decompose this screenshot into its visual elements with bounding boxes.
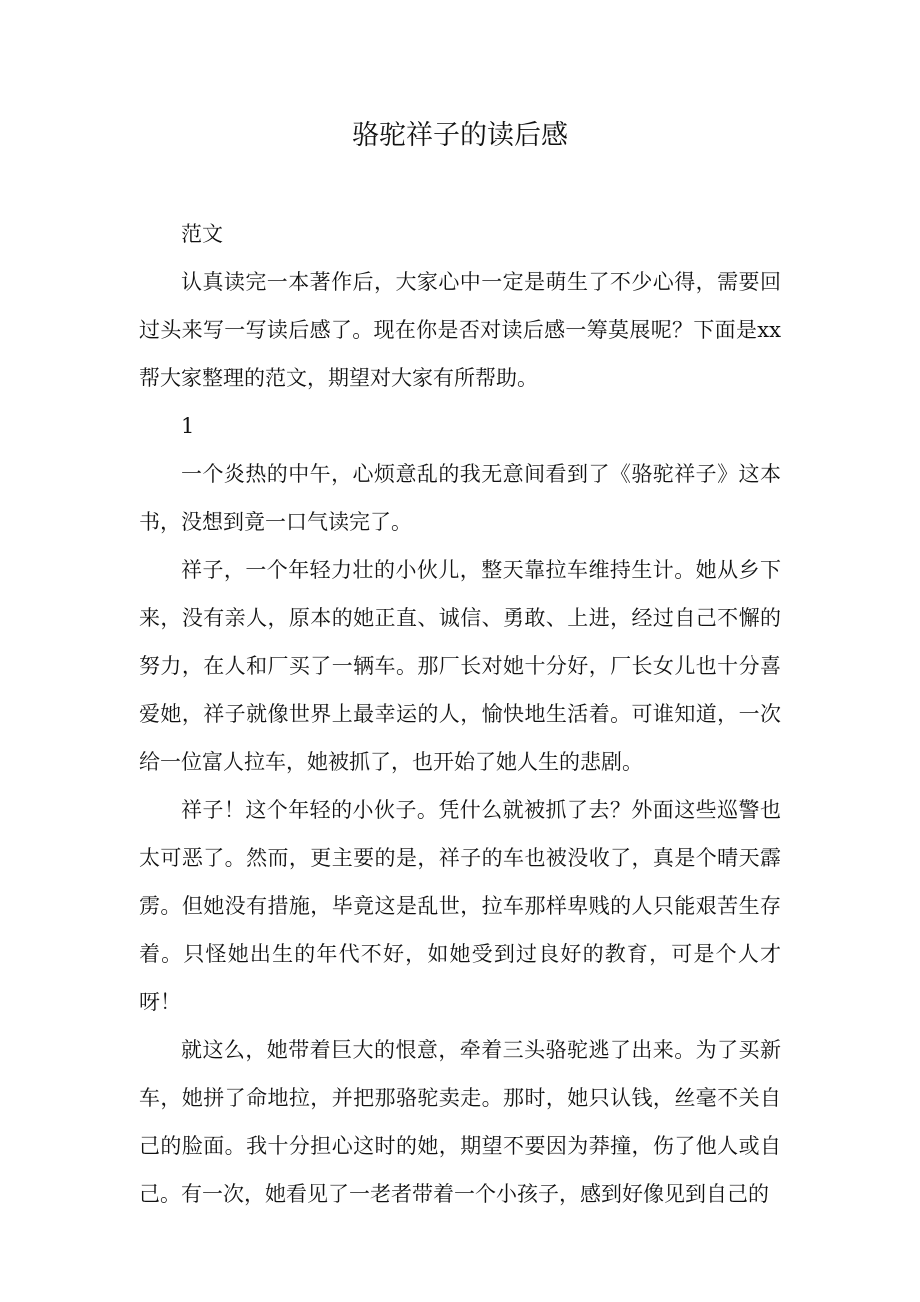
paragraph-label: 范文 (181, 222, 223, 246)
paragraph-number: 1 (181, 414, 195, 438)
document-body (139, 210, 781, 1218)
paragraph-intro: 认真读完一本著作后，大家心中一定是萌生了不少心得，需要回过头来写一写读后感了。现在你是否对读后感一筹莫展呢？下面是xx帮大家整理的范文，期望对大家有所帮助。 (139, 270, 781, 390)
paragraph: 一个炎热的中午，心烦意乱的我无意间看到了《骆驼祥子》这本书，没想到竟一口气读完了。 (139, 462, 781, 534)
paragraph: 就这么，她带着巨大的恨意，牵着三头骆驼逃了出来。为了买新车，她拼了命地拉，并把那骆驼卖走。那时，她只认钱，丝毫不关自己的脸面。我十分担心这时的她，期望不要因为莽撞，伤了他人或自己。有一次，她看见了一老者带着一个小孩子，感到好像见到自己的 (139, 1038, 781, 1206)
paragraph: 祥子！这个年轻的小伙子。凭什么就被抓了去？外面这些巡警也太可恶了。然而，更主要的是，祥子的车也被没收了，真是个晴天霹雳。但她没有措施，毕竟这是乱世，拉车那样卑贱的人只能艰苦生存着。只怪她出生的年代不好，如她受到过良好的教育，可是个人才呀！ (139, 798, 781, 1014)
document-title: 骆驼祥子的读后感 (352, 120, 568, 151)
paragraph: 祥子，一个年轻力壮的小伙儿，整天靠拉车维持生计。她从乡下来，没有亲人，原本的她正直、诚信、勇敢、上进，经过自己不懈的努力，在人和厂买了一辆车。那厂长对她十分好，厂长女儿也十分喜爱她，祥子就像世界上最幸运的人，愉快地生活着。可谁知道，一次给一位富人拉车，她被抓了，也开始了她人生的悲剧。 (139, 558, 781, 774)
